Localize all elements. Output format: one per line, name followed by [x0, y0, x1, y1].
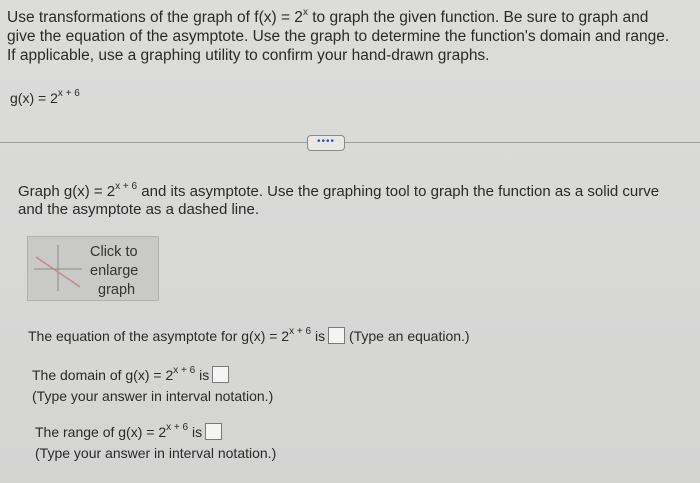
- enlarge-label-line-3: graph: [98, 282, 136, 298]
- graph-instructions-line-2: and the asymptote as a dashed line.: [18, 201, 259, 218]
- section-divider: [0, 142, 700, 143]
- range-is: is: [188, 424, 203, 440]
- range-question: [35, 423, 222, 440]
- enlarge-label-line-2: enlarge: [90, 263, 139, 279]
- function-definition: [10, 90, 80, 106]
- asymptote-exponent: x + 6: [289, 326, 312, 337]
- intro-text: Use transformations of the graph of f(x) = 2: [7, 9, 303, 26]
- intro-text-end: to graph the given function. Be sure to graph and: [307, 9, 649, 26]
- domain-exponent: x + 6: [173, 365, 196, 376]
- domain-hint: (Type your answer in interval notation.): [32, 388, 274, 404]
- asymptote-is: is: [311, 328, 326, 344]
- asymptote-question: [28, 327, 470, 344]
- graph-instructions-exponent: x + 6: [115, 181, 138, 192]
- domain-answer-input[interactable]: [212, 366, 229, 383]
- intro-line-3: If applicable, use a graphing utility to confirm your hand-drawn graphs.: [7, 47, 490, 64]
- more-button[interactable]: ••••: [307, 135, 345, 151]
- range-text: The range of g(x) = 2: [35, 424, 167, 440]
- function-exponent: x + 6: [57, 88, 80, 99]
- range-answer-input[interactable]: [205, 423, 222, 440]
- question-intro: [7, 8, 669, 65]
- graph-instructions: [18, 183, 659, 219]
- function-base: g(x) = 2: [10, 90, 58, 106]
- domain-text: The domain of g(x) = 2: [32, 367, 174, 383]
- graph-instructions-end: and its asymptote. Use the graphing tool to graph the function as a solid curve: [137, 183, 660, 200]
- asymptote-answer-input[interactable]: [328, 327, 345, 344]
- domain-question: [32, 366, 229, 383]
- range-exponent: x + 6: [166, 422, 189, 433]
- enlarge-label-line-1: Click to: [90, 244, 138, 260]
- intro-line-2: give the equation of the asymptote. Use the graph to determine the function's domain and range.: [7, 28, 670, 45]
- asymptote-text: The equation of the asymptote for g(x) = 2: [28, 328, 290, 344]
- enlarge-graph-label: [90, 243, 138, 300]
- enlarge-graph-button[interactable]: [27, 236, 159, 301]
- domain-is: is: [195, 367, 210, 383]
- graph-instructions-start: Graph g(x) = 2: [18, 183, 116, 200]
- range-hint: (Type your answer in interval notation.): [35, 445, 277, 461]
- asymptote-hint: (Type an equation.): [345, 328, 470, 344]
- graph-thumbnail-icon: [32, 243, 84, 293]
- intro-exponent: x: [302, 7, 308, 18]
